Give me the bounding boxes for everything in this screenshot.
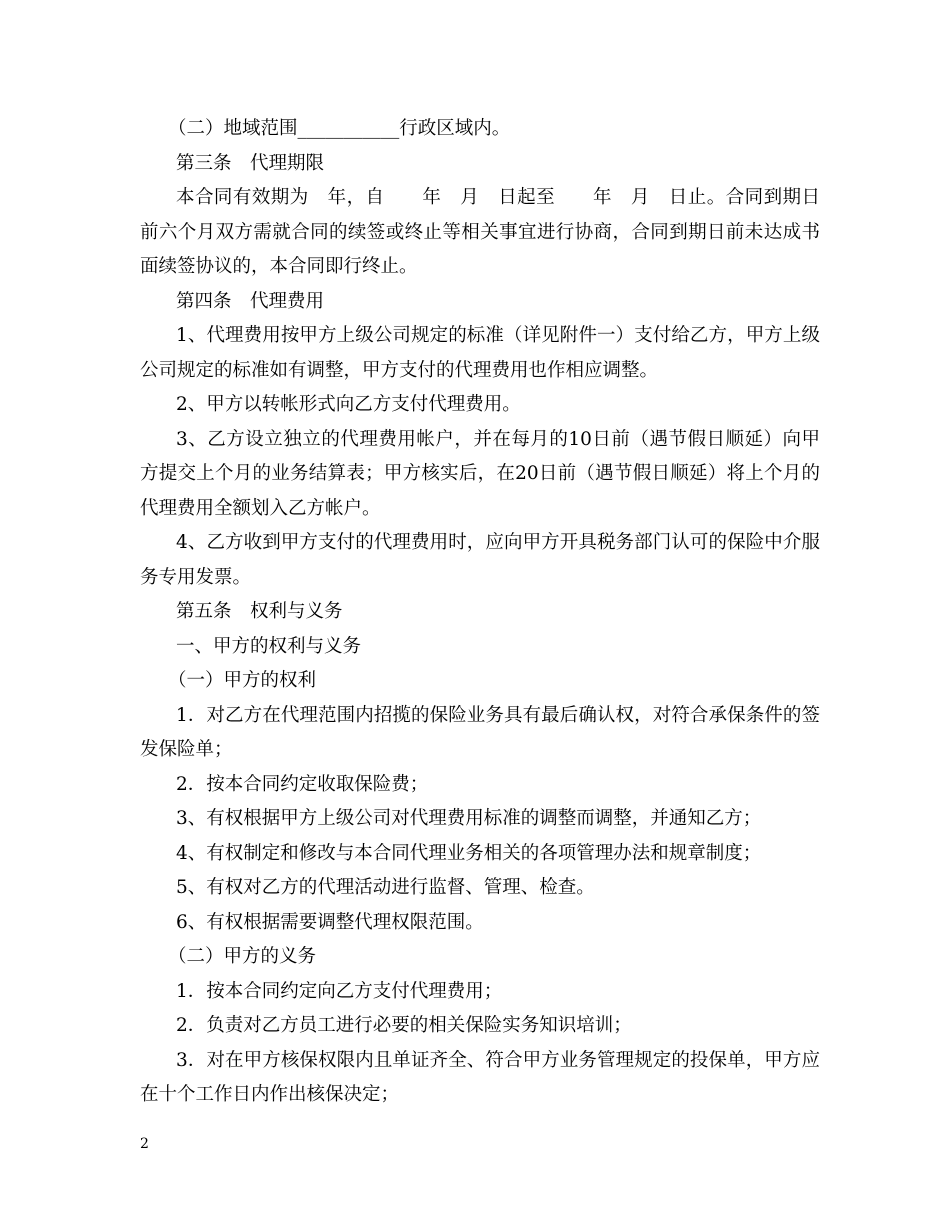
paragraph: 4、乙方收到甲方支付的代理费用时，应向甲方开具税务部门认可的保险中介服务专用发票。 xyxy=(140,532,820,588)
paragraph: 3、乙方设立独立的代理费用帐户，并在每月的10日前（遇节假日顺延）向甲方提交上个月的业务结算表；甲方核实后，在20日前（遇节假日顺延）将上个月的代理费用全额划入乙方帐户。 xyxy=(140,428,820,519)
paragraph: 2．按本合同约定收取保险费； xyxy=(176,773,429,795)
paragraph: 6、有权根据需要调整代理权限范围。 xyxy=(176,911,484,933)
paragraph: 2、甲方以转帐形式向乙方支付代理费用。 xyxy=(176,394,521,415)
paragraph: 5、有权对乙方的代理活动进行监督、管理、检查。 xyxy=(176,877,595,898)
paragraph: 1．按本合同约定向乙方支付代理费用； xyxy=(176,980,503,1002)
paragraph: 4、有权制定和修改与本合同代理业务相关的各项管理办法和规章制度； xyxy=(176,842,762,864)
paragraph: 本合同有效期为 年，自 年 月 日起至 年 月 日止。合同到期日前六个月双方需就合同的续签或终止等相关事宜进行协商，合同到期日前未达成书面续签协议的，本合同即行终止。 xyxy=(140,187,820,277)
paragraph: （二）地域范围___________行政区域内。 xyxy=(168,118,511,139)
paragraph: 2．负责对乙方员工进行必要的相关保险实务知识培训； xyxy=(176,1015,632,1036)
paragraph: 3、有权根据甲方上级公司对代理费用标准的调整而调整，并通知乙方； xyxy=(176,808,762,829)
paragraph: 1．对乙方在代理范围内招揽的保险业务具有最后确认权，对符合承保条件的签发保险单； xyxy=(140,704,820,760)
document-body xyxy=(140,112,820,1113)
paragraph: 一、甲方的权利与义务 xyxy=(176,635,362,657)
paragraph: （二）甲方的义务 xyxy=(168,946,317,967)
paragraph: 3．对在甲方核保权限内且单证齐全、符合甲方业务管理规定的投保单，甲方应在十个工作日内作出核保决定； xyxy=(140,1049,820,1105)
paragraph: 第四条 代理费用 xyxy=(176,290,325,312)
paragraph: 第三条 代理期限 xyxy=(176,152,325,174)
paragraph: 第五条 权利与义务 xyxy=(176,601,343,622)
page-number: 2 xyxy=(140,1136,149,1152)
paragraph: （一）甲方的权利 xyxy=(168,670,317,691)
paragraph: 1、代理费用按甲方上级公司规定的标准（详见附件一）支付给乙方，甲方上级公司规定的标准如有调整，甲方支付的代理费用也作相应调整。 xyxy=(140,325,820,381)
